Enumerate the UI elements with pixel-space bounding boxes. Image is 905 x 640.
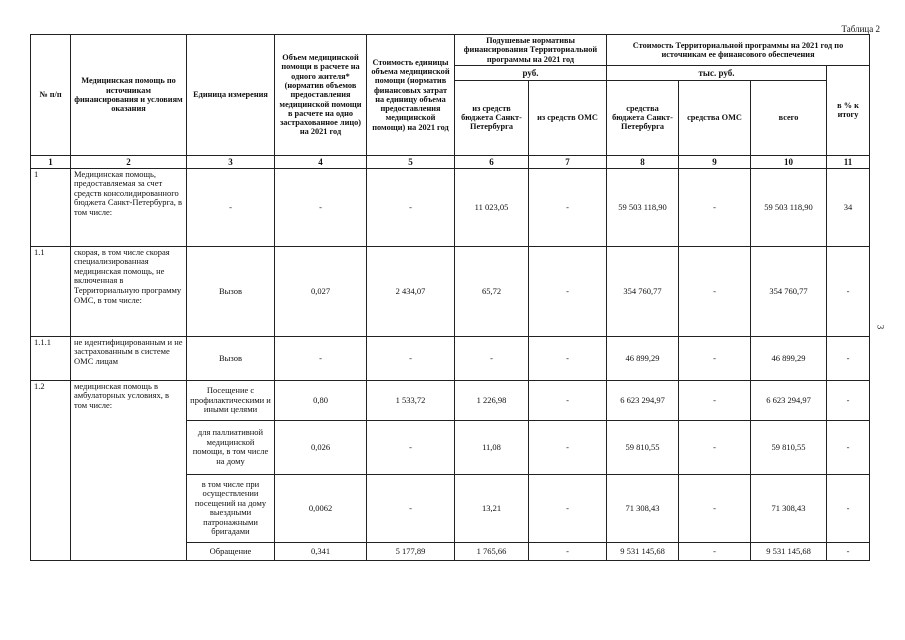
header-total: всего — [751, 80, 827, 155]
row-oms-funds: - — [679, 168, 751, 246]
table-row — [31, 246, 870, 336]
page-number: 3 — [875, 324, 886, 330]
header-budget-spb: из средств бюджета Санкт-Петербурга — [455, 80, 529, 155]
row-cost: - — [367, 336, 455, 380]
row-total: 9 531 145,68 — [751, 542, 827, 560]
index-cell: 11 — [827, 155, 870, 168]
row-oms-funds: - — [679, 474, 751, 542]
row-volume: 0,027 — [275, 246, 367, 336]
row-oms-funds: - — [679, 246, 751, 336]
row-cost: 1 533,72 — [367, 380, 455, 420]
row-volume: 0,0062 — [275, 474, 367, 542]
row-total: 71 308,43 — [751, 474, 827, 542]
row-cost: - — [367, 420, 455, 474]
index-cell: 10 — [751, 155, 827, 168]
row-unit: - — [187, 168, 275, 246]
row-volume: 0,341 — [275, 542, 367, 560]
row-budget: 1 226,98 — [455, 380, 529, 420]
financing-table — [30, 34, 870, 561]
row-percent: - — [827, 380, 870, 420]
header-budget-funds: средства бюджета Санкт-Петербурга — [607, 80, 679, 155]
index-cell: 5 — [367, 155, 455, 168]
row-oms-funds: - — [679, 380, 751, 420]
index-cell: 1 — [31, 155, 71, 168]
row-oms: - — [529, 542, 607, 560]
index-cell: 3 — [187, 155, 275, 168]
row-budget-funds: 59 810,55 — [607, 420, 679, 474]
row-percent: - — [827, 474, 870, 542]
index-cell: 9 — [679, 155, 751, 168]
row-percent: 34 — [827, 168, 870, 246]
row-oms: - — [529, 168, 607, 246]
header-volume: Объем медицинской помощи в расчете на одного жителя* (норматив объемов предоставления медицинской помощи в расчете на одно застрахованное лицо) на 2021 год — [275, 35, 367, 156]
header-rub: руб. — [455, 65, 607, 80]
row-volume: 0,026 — [275, 420, 367, 474]
table-row — [31, 336, 870, 380]
row-no: 1 — [31, 168, 71, 246]
row-unit: Посещение с профилактическими и иными целями — [187, 380, 275, 420]
header-thous-rub: тыс. руб. — [607, 65, 827, 80]
row-cost: - — [367, 474, 455, 542]
row-name: медицинская помощь в амбулаторных условиях, в том числе: — [71, 380, 187, 560]
row-volume: - — [275, 336, 367, 380]
header-unit: Единица измерения — [187, 35, 275, 156]
header-med-help: Медицинская помощь по источникам финансирования и условиям оказания — [71, 35, 187, 156]
header-oms-funds: средства ОМС — [679, 80, 751, 155]
index-cell: 2 — [71, 155, 187, 168]
index-cell: 8 — [607, 155, 679, 168]
row-percent: - — [827, 246, 870, 336]
row-volume: 0,80 — [275, 380, 367, 420]
header-percent: в % к итогу — [827, 65, 870, 155]
row-name: Медицинская помощь, предоставляемая за счет средств консолидированного бюджета Санкт-Петербурга, в том числе: — [71, 168, 187, 246]
row-total: 46 899,29 — [751, 336, 827, 380]
row-budget: 11 023,05 — [455, 168, 529, 246]
row-total: 59 503 118,90 — [751, 168, 827, 246]
row-unit: в том числе при осуществлении посещений на дому выездными патронажными бригадами — [187, 474, 275, 542]
row-percent: - — [827, 420, 870, 474]
row-budget: 11,08 — [455, 420, 529, 474]
row-oms-funds: - — [679, 420, 751, 474]
header-per-capita-norms: Подушевые нормативы финансирования Территориальной программы на 2021 год — [455, 35, 607, 66]
row-budget: 1 765,66 — [455, 542, 529, 560]
row-no: 1.2 — [31, 380, 71, 560]
row-oms-funds: - — [679, 336, 751, 380]
row-budget: 13,21 — [455, 474, 529, 542]
table-caption: Таблица 2 — [841, 24, 880, 34]
row-volume: - — [275, 168, 367, 246]
header-oms: из средств ОМС — [529, 80, 607, 155]
header-unit-cost: Стоимость единицы объема медицинской помощи (норматив финансовых затрат на единицу объема предоставления медицинской помощи) на 2021 год — [367, 35, 455, 156]
row-unit: для паллиативной медицинской помощи, в том числе на дому — [187, 420, 275, 474]
row-unit: Вызов — [187, 246, 275, 336]
row-budget-funds: 9 531 145,68 — [607, 542, 679, 560]
row-total: 59 810,55 — [751, 420, 827, 474]
index-cell: 4 — [275, 155, 367, 168]
row-cost: - — [367, 168, 455, 246]
row-oms: - — [529, 420, 607, 474]
row-no: 1.1.1 — [31, 336, 71, 380]
table-row — [31, 380, 870, 420]
row-budget-funds: 59 503 118,90 — [607, 168, 679, 246]
header-program-cost: Стоимость Территориальной программы на 2021 год по источникам ее финансового обеспечения — [607, 35, 870, 66]
row-unit: Обращение — [187, 542, 275, 560]
row-budget-funds: 71 308,43 — [607, 474, 679, 542]
header-no: № п/п — [31, 35, 71, 156]
row-oms: - — [529, 246, 607, 336]
row-cost: 2 434,07 — [367, 246, 455, 336]
row-budget-funds: 6 623 294,97 — [607, 380, 679, 420]
row-budget-funds: 354 760,77 — [607, 246, 679, 336]
row-no: 1.1 — [31, 246, 71, 336]
row-name: скорая, в том числе скорая специализированная медицинская помощь, не включенная в Территориальную программу ОМС, в том числе: — [71, 246, 187, 336]
row-oms: - — [529, 336, 607, 380]
table-row — [31, 168, 870, 246]
row-name: не идентифицированным и не застрахованным в системе ОМС лицам — [71, 336, 187, 380]
row-percent: - — [827, 336, 870, 380]
row-budget: - — [455, 336, 529, 380]
row-total: 6 623 294,97 — [751, 380, 827, 420]
row-oms-funds: - — [679, 542, 751, 560]
row-oms: - — [529, 380, 607, 420]
row-total: 354 760,77 — [751, 246, 827, 336]
row-budget-funds: 46 899,29 — [607, 336, 679, 380]
index-cell: 6 — [455, 155, 529, 168]
row-percent: - — [827, 542, 870, 560]
row-unit: Вызов — [187, 336, 275, 380]
row-cost: 5 177,89 — [367, 542, 455, 560]
row-budget: 65,72 — [455, 246, 529, 336]
index-cell: 7 — [529, 155, 607, 168]
row-oms: - — [529, 474, 607, 542]
